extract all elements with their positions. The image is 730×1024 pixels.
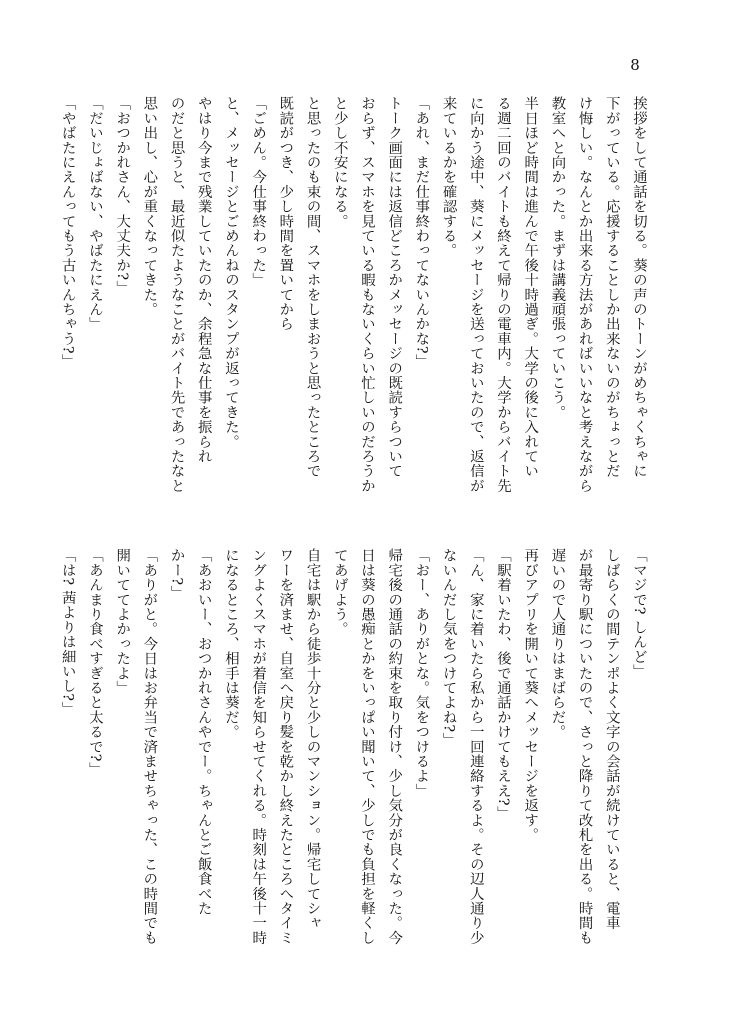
text-line: け悔しい。なんとか出来る方法があればいいなと考えながら	[576, 96, 593, 493]
text-line: 「ん、家に着いたら私から一回連絡するよ。その辺人通り少	[467, 548, 484, 945]
text-line: 来ているかを確認する。	[440, 96, 457, 258]
text-line: が最寄り駅についたので、さっと降りて改札を出る。時間も	[576, 548, 593, 945]
text-line: になるところ、相手は葵だ。	[222, 548, 239, 740]
text-line: 「だいじょばない、やばたにえん」	[86, 96, 103, 332]
text-line: 「は? 茜よりは細いし?」	[59, 548, 76, 716]
text-line: 「ごめん。今仕事終わった」	[250, 96, 267, 288]
text-line: しばらくの間テンポよく文字の会話が続けていると、電車	[603, 548, 620, 931]
text-line: 「あんまり食べすぎると太るで?」	[86, 548, 103, 777]
text-line: ワーを済ませ、自室へ戻り髪を乾かし終えたところへタイミ	[277, 548, 294, 945]
text-line: ングよくスマホが着信を知らせてくれる。時刻は午後十一時	[250, 548, 267, 945]
text-line: てあげよう。	[331, 548, 348, 637]
text-line: 遅いので人通りはまばらだ。	[549, 548, 566, 740]
text-line: と少し不安になる。	[331, 96, 348, 229]
text-line: 既読がつき、少し時間を置いてから	[277, 96, 294, 332]
text-line: 思い出し、心が重くなってきた。	[141, 96, 158, 317]
text-line: と、メッセージとごめんねのスタンプが返ってきた。	[222, 96, 239, 449]
text-line: る週二回のバイトも終えて帰りの電車内。大学からバイト先	[494, 96, 511, 493]
top-text-block	[59, 96, 652, 526]
text-line: 「おつかれさん、大丈夫か?」	[114, 96, 131, 296]
text-line: と思ったのも束の間、スマホをしまおうと思ったところで	[304, 96, 321, 479]
text-line: 挨拶をして通話を切る。葵の声のトーンがめちゃくちゃに	[631, 96, 647, 479]
text-line: 「おー、ありがとな。気をつけるよ」	[413, 548, 430, 798]
text-line: やはり今まで残業していたのか、余程急な仕事を振られ	[195, 96, 212, 464]
text-line: のだと思うと、最近似たようなことがバイト先であったなと	[168, 96, 185, 493]
text-line: 「あおいー、おつかれさんやでー。ちゃんとご飯食べた	[195, 548, 212, 916]
text-line: 日は葵の愚痴とかをいっぱい聞いて、少しでも負担を軽くし	[358, 548, 375, 945]
text-line: 教室へと向かった。まずは講義頑張っていこう。	[549, 96, 566, 420]
text-line: 自宅は駅から徒歩十分と少しのマンション。帰宅してシャ	[304, 548, 321, 931]
text-line: 帰宅後の通話の約束を取り付け、少し気分が良くなった。今	[386, 548, 403, 945]
bottom-text-block	[59, 548, 652, 968]
page-number: 8	[630, 56, 640, 74]
text-line: 再びアプリを開いて葵へメッセージを返す。	[522, 548, 539, 842]
text-line: トーク画面には返信どころかメッセージの既読すらついて	[386, 96, 403, 479]
text-line: 「ありがと。今日はお弁当で済ませちゃった、この時間でも	[141, 548, 158, 945]
text-line: おらず、スマホを見ている暇もないくらい忙しいのだろうか	[358, 96, 375, 493]
text-line: 開いててよかったよ」	[114, 548, 131, 695]
text-line: ないんだし気をつけてよね?」	[440, 548, 457, 748]
text-line: に向かう途中、葵にメッセージを送っておいたので、返信が	[467, 96, 484, 493]
text-line: 「駅着いたわ、後で通話かけてもええ?」	[494, 548, 511, 821]
text-line: かー?」	[168, 548, 185, 601]
text-line: 「マジで? しんど」	[631, 548, 647, 679]
text-line: 「あれ、まだ仕事終わってないんかな?」	[413, 96, 430, 369]
text-line: 下がっている。応援することしか出来ないのがちょっとだ	[603, 96, 620, 479]
text-line: 半日ほど時間は進んで午後十時過ぎ。大学の後に入れてい	[522, 96, 539, 479]
text-line: 「やばたにえんってもう古いんちゃう?」	[59, 96, 76, 369]
